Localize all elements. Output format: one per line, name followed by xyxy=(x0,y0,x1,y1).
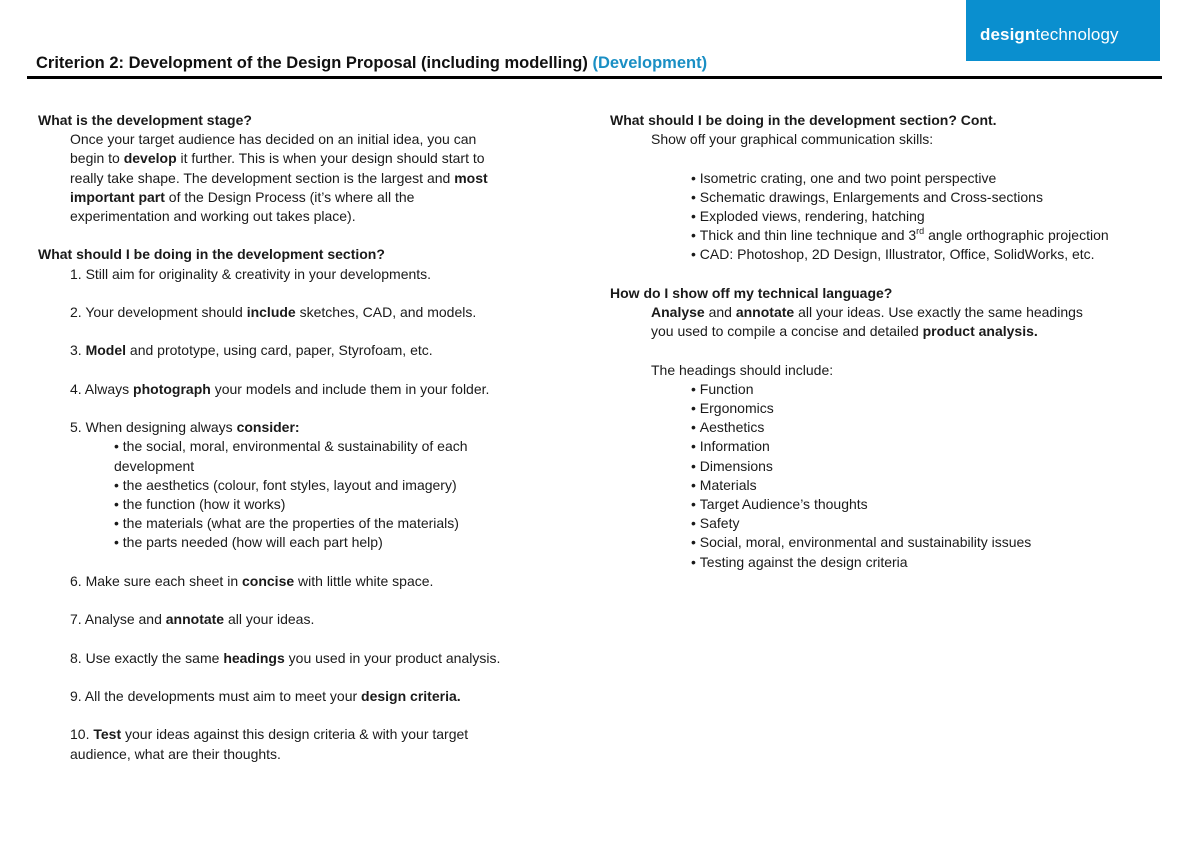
page-title-main: Criterion 2: Development of the Design Proposal (including modelling) xyxy=(36,54,588,72)
page-title-accent: (Development) xyxy=(592,54,708,72)
title-divider xyxy=(27,76,1162,79)
emphasis: important part xyxy=(70,188,165,205)
technical-language-body xyxy=(610,303,1190,572)
emphasis: annotate xyxy=(165,611,225,628)
emphasis: Model xyxy=(85,342,127,359)
body-line: begin to develop it further. This is when your design should start to xyxy=(70,150,485,167)
emphasis: Analyse xyxy=(651,304,705,320)
list-item: 9. All the developments must aim to meet your design criteria. xyxy=(70,687,461,704)
emphasis: develop xyxy=(123,150,177,167)
brand-regular: technology xyxy=(1035,25,1119,44)
emphasis: include xyxy=(246,304,296,320)
headings-intro: The headings should include: xyxy=(651,361,834,378)
list-item-cont: audience, what are their thoughts. xyxy=(70,745,281,762)
bullet-item: • CAD: Photoshop, 2D Design, Illustrator, Office, SolidWorks, etc. xyxy=(691,245,1190,264)
brand-logo-text xyxy=(980,25,1119,45)
bullet-item: • the aesthetics (colour, font styles, layout and imagery) xyxy=(114,476,578,495)
heading-item-materials: • Materials xyxy=(691,476,1190,495)
body-line: really take shape. The development section is the largest and most xyxy=(70,169,488,186)
emphasis: concise xyxy=(242,572,295,589)
list-item: 7. Analyse and annotate all your ideas. xyxy=(70,611,315,628)
emphasis: photograph xyxy=(133,380,211,397)
heading-item-safety: • Safety xyxy=(691,514,1190,533)
body-line: Once your target audience has decided on an initial idea, you can xyxy=(70,131,477,148)
bullet-item: • the social, moral, environmental & sustainability of each xyxy=(114,437,578,456)
what-to-do-list xyxy=(38,265,578,764)
bullet-item: • the parts needed (how will each part help) xyxy=(114,533,578,552)
graphical-bullets xyxy=(651,169,1190,265)
left-column xyxy=(38,111,578,764)
heading-item-social-moral: • Social, moral, environmental and sustainability issues xyxy=(691,533,1190,552)
bullet-item: • Thick and thin line technique and 3rd angle orthographic projection xyxy=(691,226,1190,245)
bullet-item: • the function (how it works) xyxy=(114,495,578,514)
list-item: 2. Your development should include sketches, CAD, and models. xyxy=(70,304,477,320)
list-item: 3. Model and prototype, using card, paper, Styrofoam, etc. xyxy=(70,342,433,359)
body-line: Analyse and annotate all your ideas. Use exactly the same headings xyxy=(651,304,1083,320)
graphical-skills xyxy=(610,130,1190,264)
heading-item-dimensions: • Dimensions xyxy=(691,457,1190,476)
section-heading-development-stage: What is the development stage? xyxy=(38,112,252,128)
body-line: experimentation and working out takes place). xyxy=(70,208,356,225)
right-column xyxy=(610,111,1190,572)
heading-item-function: • Function xyxy=(691,380,1190,399)
headings-list xyxy=(651,380,1190,572)
bullet-item-cont: development xyxy=(114,457,195,474)
brand-bold: design xyxy=(980,25,1036,44)
emphasis: consider: xyxy=(236,419,300,436)
section-heading-technical-language: How do I show off my technical language? xyxy=(610,284,893,301)
heading-item-aesthetics: • Aesthetics xyxy=(691,418,1190,437)
body-line: you used to compile a concise and detailed product analysis. xyxy=(651,323,1038,340)
list-item: 6. Make sure each sheet in concise with little white space. xyxy=(70,572,434,589)
heading-item-information: • Information xyxy=(691,437,1190,456)
emphasis: design criteria. xyxy=(361,687,461,704)
graphical-intro: Show off your graphical communication skills: xyxy=(651,131,934,148)
list-item: 1. Still aim for originality & creativity in your developments. xyxy=(70,265,432,282)
list-item: 8. Use exactly the same headings you used in your product analysis. xyxy=(70,649,501,666)
heading-item-testing: • Testing against the design criteria xyxy=(691,553,1190,572)
consider-bullets xyxy=(70,437,578,552)
emphasis: most xyxy=(454,169,488,186)
development-stage-body xyxy=(38,130,578,226)
body-line: important part of the Design Process (it’s where all the xyxy=(70,188,415,205)
bullet-item: • Schematic drawings, Enlargements and Cross-sections xyxy=(691,188,1190,207)
emphasis: headings xyxy=(223,649,285,666)
page-title xyxy=(36,54,707,73)
list-item: 5. When designing always consider: xyxy=(70,419,300,436)
list-item: 10. Test your ideas against this design criteria & with your target xyxy=(70,726,469,743)
emphasis: product analysis. xyxy=(922,323,1038,340)
section-heading-what-to-do: What should I be doing in the development section? xyxy=(38,246,385,263)
bullet-item: • Isometric crating, one and two point perspective xyxy=(691,169,1190,188)
brand-logo-box xyxy=(966,0,1160,61)
heading-item-ergonomics: • Ergonomics xyxy=(691,399,1190,418)
list-item: 4. Always photograph your models and include them in your folder. xyxy=(70,380,490,397)
heading-item-target-audience: • Target Audience’s thoughts xyxy=(691,495,1190,514)
emphasis: Test xyxy=(93,726,122,743)
section-heading-what-to-do-cont: What should I be doing in the development section? Cont. xyxy=(610,112,997,128)
bullet-item: • the materials (what are the properties of the materials) xyxy=(114,514,578,533)
emphasis: annotate xyxy=(735,304,795,320)
bullet-item: • Exploded views, rendering, hatching xyxy=(691,207,1190,226)
